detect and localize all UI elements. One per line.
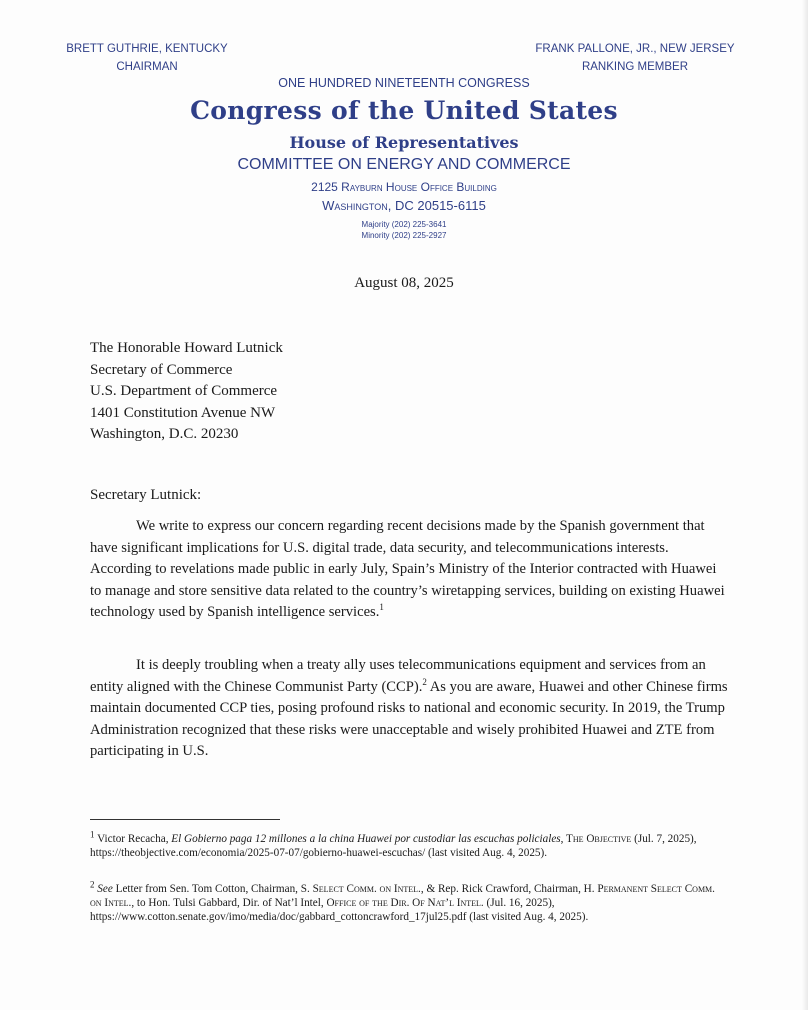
recipient-line: Washington, D.C. 20230 <box>90 426 239 442</box>
recipient-line: Secretary of Commerce <box>90 361 233 378</box>
salutation: Secretary Lutnick: <box>90 487 202 503</box>
footnote-1-number: 1 <box>90 829 95 840</box>
ranking-member-name: FRANK PALLONE, JR., NEW JERSEY <box>535 43 735 55</box>
chairman-name: BRETT GUTHRIE, KENTUCKY <box>66 43 228 55</box>
minority-phone: Minority (202) 225-2927 <box>361 231 447 240</box>
recipient-address <box>90 338 283 446</box>
footnote-2-signal: See <box>97 883 113 895</box>
footnote-2-text: , & Rep. Rick Crawford, Chairman, H. <box>420 883 598 895</box>
footnote-2-number: 2 <box>90 879 95 890</box>
ranking-member-block <box>520 40 750 76</box>
body-paragraph-2 <box>90 655 730 763</box>
chairman-block <box>52 40 242 76</box>
house-title: House of Representatives <box>289 133 519 152</box>
letter-date: August 08, 2025 <box>354 275 454 291</box>
committee-name: COMMITTEE ON ENERGY AND COMMERCE <box>237 156 571 173</box>
footnote-2-citation[interactable]: (Jul. 16, 2025), https://www.cotton.senate.gov/imo/media/doc/gabbard_cottoncrawford_17jul25.pdf (last visited Aug. 4, 2025). <box>90 897 589 923</box>
recipient-line: The Honorable Howard Lutnick <box>90 340 283 356</box>
address-line-1: 2125 Rayburn House Office Building <box>311 180 497 194</box>
paragraph-2-text-b: As you are aware, Huawei and other Chinese firms maintain documented CCP ties, posing profound risks to national and economic security. In 2019, the Trump Administration recognized that these risks were unacceptable and wisely prohibited Huawei and ZTE from participating in U.S. <box>90 678 728 759</box>
paragraph-1-text: We write to express our concern regarding recent decisions made by the Spanish government that have significant implications for U.S. digital trade, data security, and telecommunications interests. According to revelations made public in early July, Spain’s Ministry of the Interior contracted with Huawei to manage and store sensitive data related to the country’s wiretapping services, building on existing Huawei technology used by Spanish intelligence services. <box>90 518 725 620</box>
footnote-2 <box>90 879 720 924</box>
footnote-2-office: Office of the Dir. Of Nat’l Intel. <box>326 897 484 909</box>
recipient-line: 1401 Constitution Avenue NW <box>90 404 276 421</box>
recipient-line: U.S. Department of Commerce <box>90 383 278 399</box>
page-edge-shadow <box>802 0 808 1010</box>
footnote-1-author: Victor Recacha, <box>97 833 172 845</box>
body-paragraph-1 <box>90 516 730 624</box>
address-line-2: Washington, DC 20515-6115 <box>322 198 486 213</box>
footnote-2-committee-2: Permanent Select Comm. on Intel. <box>90 883 715 909</box>
footnote-ref-1[interactable]: 1 <box>379 602 384 613</box>
footnote-1-publication: , The Objective <box>560 833 632 845</box>
footnote-2-text: , to Hon. Tulsi Gabbard, Dir. of Nat’l Intel, <box>131 897 327 909</box>
congress-number: ONE HUNDRED NINETEENTH CONGRESS <box>278 76 530 90</box>
majority-phone: Majority (202) 225-3641 <box>361 220 447 229</box>
chairman-title: CHAIRMAN <box>116 61 178 73</box>
paragraph-2-text-a: It is deeply troubling when a treaty ally uses telecommunications equipment and services from an entity aligned with the Chinese Communist Party (CCP). <box>90 657 706 695</box>
footnote-2-committee-1: Select Comm. on Intel. <box>312 883 421 895</box>
footnote-divider <box>90 819 280 820</box>
footnote-1-article-title: El Gobierno paga 12 millones a la china Huawei por custodiar las escuchas policiales <box>171 833 561 845</box>
footnote-1 <box>90 829 720 860</box>
congress-title: Congress of the United States <box>190 96 618 125</box>
ranking-member-title: RANKING MEMBER <box>581 61 689 73</box>
footnote-1-citation[interactable]: (Jul. 7, 2025), https://theobjective.com/economia/2025-07-07/gobierno-huawei-escuchas/ (last visited Aug. 4, 2025). <box>90 833 697 859</box>
footnote-2-text: Letter from Sen. Tom Cotton, Chairman, S. <box>112 883 313 895</box>
footnote-ref-2[interactable]: 2 <box>422 676 427 687</box>
